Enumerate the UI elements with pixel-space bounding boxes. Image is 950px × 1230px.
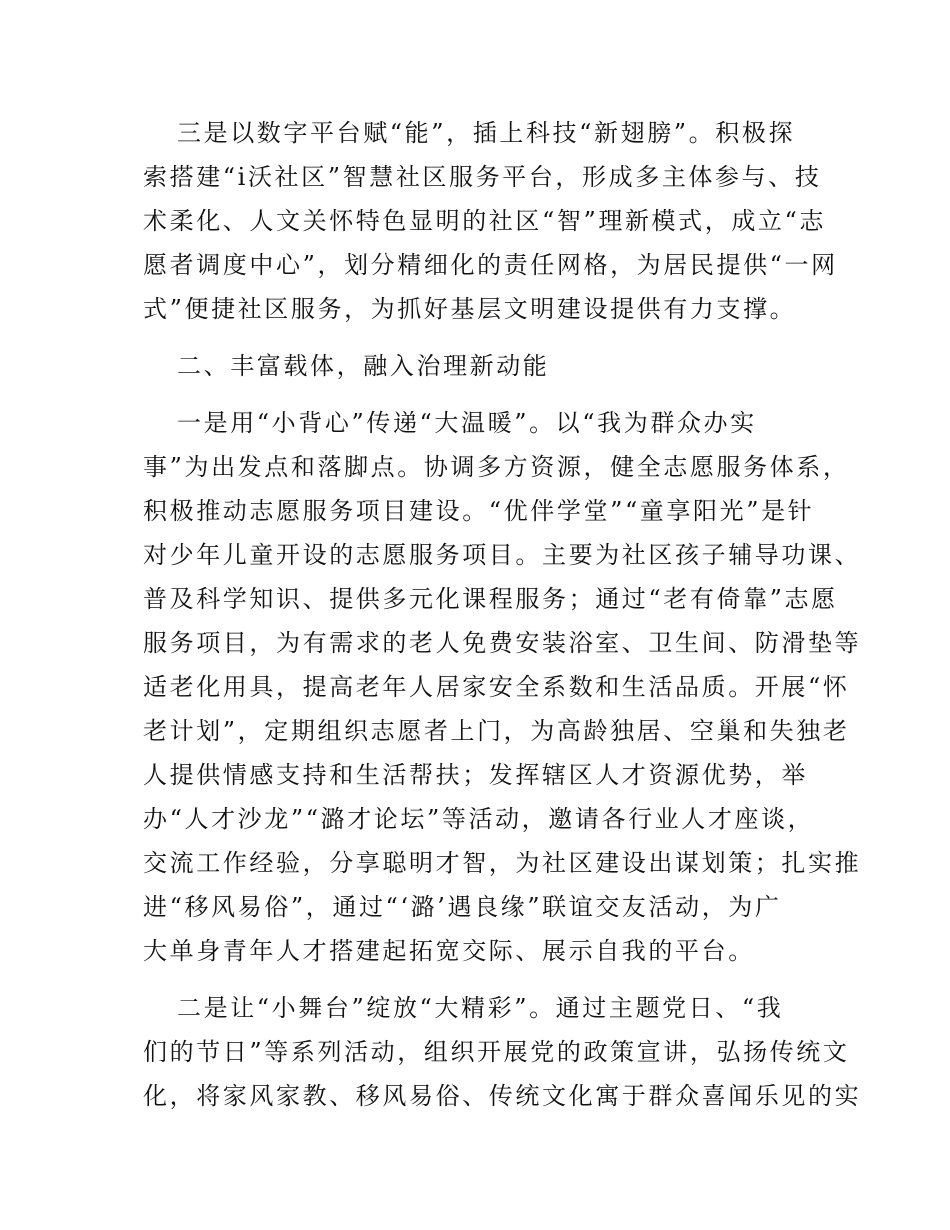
text-line: 老计划”，定期组织志愿者上门，为高龄独居、空巢和失独老 xyxy=(143,717,850,745)
text-line: 三是以数字平台赋“能”，插上科技“新翅膀”。积极探 xyxy=(177,119,796,147)
text-line: 人提供情感支持和生活帮扶；发挥辖区人才资源优势，举 xyxy=(143,761,808,789)
text-line: 们的节日”等系列活动，组织开展党的政策宣讲，弘扬传统文 xyxy=(143,1038,850,1066)
text-line: 服务项目，为有需求的老人免费安装浴室、卫生间、防滑垫等 xyxy=(143,629,862,657)
text-line: 办“人才沙龙”“潞才论坛”等活动，邀请各行业人才座谈， xyxy=(143,805,815,833)
text-line: 积极推动志愿服务项目建设。“优伴学堂”“童享阳光”是针 xyxy=(143,497,815,525)
text-line: 二是让“小舞台”绽放“大精彩”。通过主题党日、“我 xyxy=(177,994,784,1022)
text-line: 对少年儿童开设的志愿服务项目。主要为社区孩子辅导功课、 xyxy=(143,541,862,569)
text-line: 一是用“小背心”传递“大温暖”。以“我为群众办实 xyxy=(177,409,757,437)
text-line: 进“移风易俗”，通过“‘潞’遇良缘”联谊交友活动，为广 xyxy=(143,893,782,921)
text-line: 大单身青年人才搭建起拓宽交际、展示自我的平台。 xyxy=(143,937,755,965)
section-heading xyxy=(143,344,813,388)
document-body xyxy=(143,111,862,1118)
text-line: 术柔化、人文关怀特色显明的社区“智”理新模式，成立“志 xyxy=(143,207,827,235)
text-line: 事”为出发点和落脚点。协调多方资源，健全志愿服务体系， xyxy=(143,453,850,481)
text-line: 适老化用具，提高老年人居家安全系数和生活品质。开展“怀 xyxy=(143,673,850,701)
text-line: 愿者调度中心”，划分精细化的责任网格，为居民提供“一网 xyxy=(143,251,838,279)
text-line: 化，将家风家教、移风易俗、传统文化寓于群众喜闻乐见的实 xyxy=(143,1082,862,1110)
paragraph-small-stage xyxy=(143,986,862,1118)
paragraph-digital-platform xyxy=(143,111,838,331)
text-line: 交流工作经验，分享聪明才智，为社区建设出谋划策；扎实推 xyxy=(143,849,862,877)
text-line: 索搭建“i沃社区”智慧社区服务平台，形成多主体参与、技 xyxy=(143,163,822,191)
text-line: 普及科学知识、提供多元化课程服务；通过“老有倚靠”志愿 xyxy=(143,585,838,613)
text-line: 式”便捷社区服务，为抓好基层文明建设提供有力支撑。 xyxy=(143,295,797,323)
heading-line: 二、丰富载体，融入治理新动能 xyxy=(177,352,550,380)
paragraph-volunteer-service xyxy=(143,401,862,973)
